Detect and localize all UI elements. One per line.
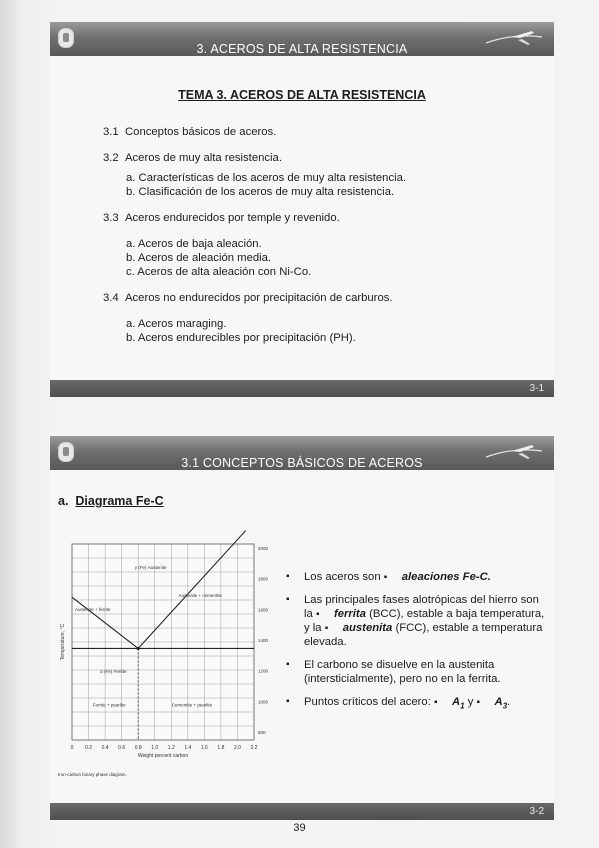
slide-1	[50, 22, 554, 397]
slide-footer-bar	[50, 803, 554, 820]
section-letter: a.	[58, 494, 69, 508]
x-tick-label: 2.0	[233, 745, 241, 751]
bullet-item: ▪ Las principales fases alotrópicas del hierro son la ▪ ferrita (BCC), estable a baja temperatura, y la ▪ austenita (FCC), estable a temperatura elevada.	[286, 593, 546, 649]
x-tick-label: 2.2	[250, 745, 258, 751]
toc-item: a. Características de los aceros de muy alta resistencia.	[126, 172, 407, 184]
x-tick-label: 1.2	[167, 745, 175, 751]
section-heading	[58, 494, 164, 508]
slide-header-bar	[50, 22, 554, 56]
table-of-contents	[103, 125, 533, 345]
x-tick-label: 1.6	[200, 745, 208, 751]
section-title: Diagrama Fe-C	[75, 494, 164, 508]
y-tick-label: 800	[258, 730, 266, 735]
slide-footer-bar	[50, 380, 554, 397]
x-tick-label: 1.0	[151, 745, 159, 751]
x-tick-label: 1.8	[217, 745, 225, 751]
region-label: Austenite + ferrite	[74, 607, 111, 613]
toc-item: a. Aceros de baja aleación.	[126, 238, 262, 250]
y-axis-label: Temperature, °C	[60, 623, 66, 661]
toc-item: c. Aceros de alta aleación con Ni-Co.	[126, 266, 312, 278]
x-axis-label: Weight percent carbon	[137, 753, 189, 759]
toc-section-3-2: 3.2 Aceros de muy alta resistencia.	[103, 152, 282, 164]
y-tick-label: 1400	[258, 638, 269, 643]
slide-header-title: 3. ACEROS DE ALTA RESISTENCIA	[196, 42, 408, 56]
x-tick-label: 0.6	[118, 745, 126, 751]
toc-section-3-4: 3.4 Aceros no endurecidos por precipitación de carburos.	[103, 292, 393, 304]
x-tick-label: 0.2	[85, 745, 93, 751]
x-tick-label: 1.4	[184, 745, 192, 751]
toc-section-3-1: 3.1 Conceptos básicos de aceros.	[103, 126, 277, 138]
page-title: TEMA 3. ACEROS DE ALTA RESISTENCIA	[178, 88, 426, 102]
x-tick-label: 0.4	[101, 745, 109, 751]
slide-number: 3-2	[529, 806, 544, 817]
y-tick-label: 1200	[258, 668, 269, 674]
slide-number: 3-1	[529, 383, 544, 394]
toc-item: b. Aceros endurecibles por precipitación (PH).	[126, 332, 356, 344]
toc-item: b. Clasificación de los aceros de muy alta resistencia.	[126, 186, 395, 198]
bullet-item: ▪ El carbono se disuelve en la austenita (intersticialmente), pero no en la ferrita.	[286, 658, 546, 686]
region-label: Ferrite + pearlite	[92, 702, 126, 708]
bullet-item: ▪ Los aceros son ▪ aleaciones Fe-C.	[286, 570, 546, 584]
eutectoid-point	[137, 647, 140, 650]
region-label: Austenite + cementite	[178, 593, 222, 599]
slide-header-bar	[50, 436, 554, 470]
x-tick-label: 0	[70, 745, 74, 751]
toc-section-3-3: 3.3 Aceros endurecidos por temple y revenido.	[103, 212, 340, 224]
y-tick-label: 1800	[258, 576, 269, 582]
toc-item: b. Aceros de aleación media.	[126, 252, 272, 264]
y-tick-label: 2000	[258, 546, 269, 551]
bullet-list	[286, 570, 546, 722]
region-label: γ (Fe) Austenite	[134, 565, 167, 571]
slide-2	[50, 436, 554, 820]
fe-c-phase-diagram	[58, 526, 280, 788]
figure-caption: Iron-carbon binary phase diagram.	[58, 772, 127, 777]
region-label: α (Fe) Ferrite	[100, 668, 127, 674]
x-tick-label: 0.8	[134, 745, 142, 751]
y-tick-label: 1600	[258, 607, 269, 613]
y-tick-label: 1000	[258, 699, 269, 705]
toc-item: a. Aceros maraging.	[126, 318, 227, 330]
bullet-item: ▪ Puntos críticos del acero: ▪ $A_1$ y ▪ $A_3$.	[286, 695, 546, 713]
page-number: 39	[293, 822, 306, 834]
slide-header-title: 3.1 CONCEPTOS BÁSICOS DE ACEROS	[181, 456, 423, 470]
region-label: Cementite + pearlite	[171, 702, 213, 708]
